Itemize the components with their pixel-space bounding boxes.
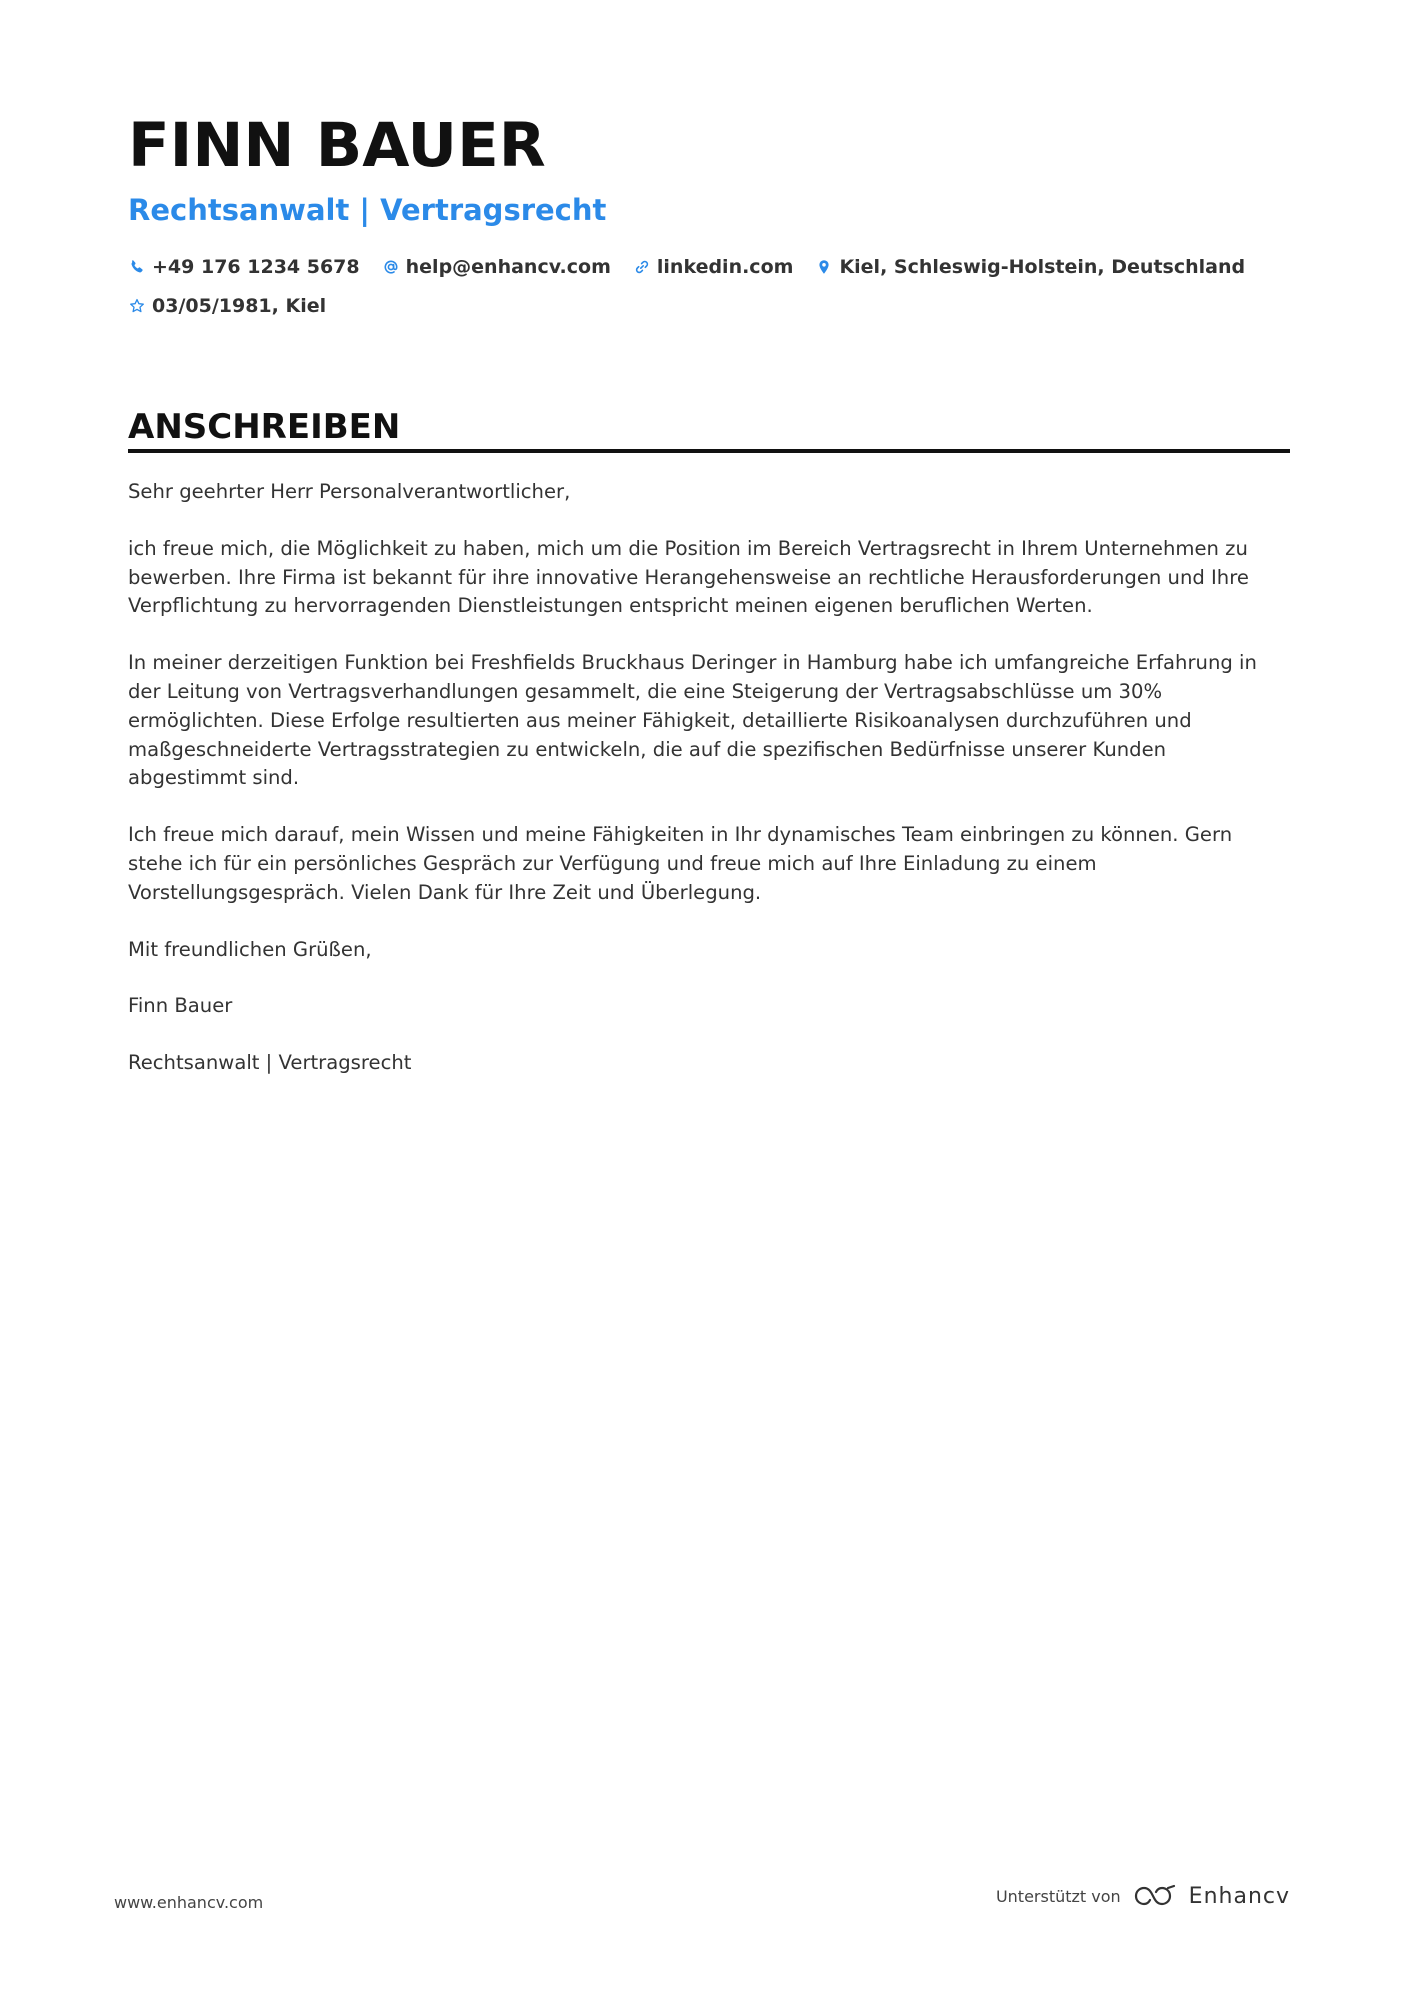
letter-body [128, 478, 1290, 1106]
contact-row-2 [128, 291, 1288, 321]
at-icon [382, 258, 400, 276]
phone-icon [128, 258, 146, 276]
closing: Mit freundlichen Grüßen, [128, 937, 372, 961]
contact-linkedin[interactable] [633, 256, 794, 278]
birth-text: 03/05/1981, Kiel [152, 295, 327, 317]
enhancv-logo-text: Enhancv [1188, 1883, 1290, 1909]
contact-row-1 [128, 252, 1288, 282]
salutation: Sehr geehrter Herr Personalverantwortlicher, [128, 480, 571, 503]
paragraph: ich freue mich, die Möglichkeit zu haben, mich um die Position im Bereich Vertragsrecht in Ihrem Unternehmen zu bewerben. Ihre Firma ist bekannt für ihre innovative Herangehensweise an rechtliche Herausforderungen und Ihre Verpflichtung zu hervorragenden Dienstleistungen entspricht meinen eigenen beruflichen Werten. [128, 536, 1249, 618]
signature-name: Finn Bauer [128, 994, 233, 1018]
email-text: help@enhancv.com [405, 256, 611, 278]
phone-text: +49 176 1234 5678 [152, 256, 360, 278]
contact-email[interactable] [382, 256, 611, 278]
contact-info [128, 252, 1288, 330]
contact-birth [128, 295, 326, 317]
powered-by[interactable] [996, 1883, 1290, 1909]
applicant-title: Rechtsanwalt | Vertragsrecht [128, 193, 607, 227]
contact-location [815, 256, 1245, 278]
location-text: Kiel, Schleswig-Holstein, Deutschland [839, 256, 1246, 278]
signature-title: Rechtsanwalt | Vertragsrecht [128, 1051, 412, 1075]
paragraph: Ich freue mich darauf, mein Wissen und meine Fähigkeiten in Ihr dynamisches Team einbringen zu können. Gern stehe ich für ein persönliches Gespräch zur Verfügung und freue mich auf Ihre Einladung zu einem Vorstellungsgespräch. Vielen Dank für Ihre Zeit und Überlegung. [128, 823, 1233, 904]
footer-url[interactable]: www.enhancv.com [114, 1893, 264, 1912]
linkedin-text: linkedin.com [656, 256, 794, 278]
section-divider [128, 449, 1290, 453]
link-icon [633, 258, 651, 276]
enhancv-logo-icon [1133, 1883, 1179, 1909]
contact-phone [128, 256, 360, 278]
location-pin-icon [815, 258, 833, 276]
powered-by-label: Unterstützt von [995, 1886, 1121, 1906]
section-title: ANSCHREIBEN [128, 407, 401, 447]
applicant-name: FINN BAUER [128, 110, 546, 181]
paragraph: In meiner derzeitigen Funktion bei Freshfields Bruckhaus Deringer in Hamburg habe ich umfangreiche Erfahrung in der Leitung von Vertragsverhandlungen gesammelt, die eine Steigerung der Vertragsabschlüsse um 30% ermöglichten. Diese Erfolge resultierten aus meiner Fähigkeit, detaillierte Risikoanalysen durchzuführen und maßgeschneiderte Vertragsstrategien zu entwickeln, die auf die spezifischen Bedürfnisse unserer Kunden abgestimmt sind. [128, 651, 1257, 790]
star-icon [128, 297, 146, 315]
